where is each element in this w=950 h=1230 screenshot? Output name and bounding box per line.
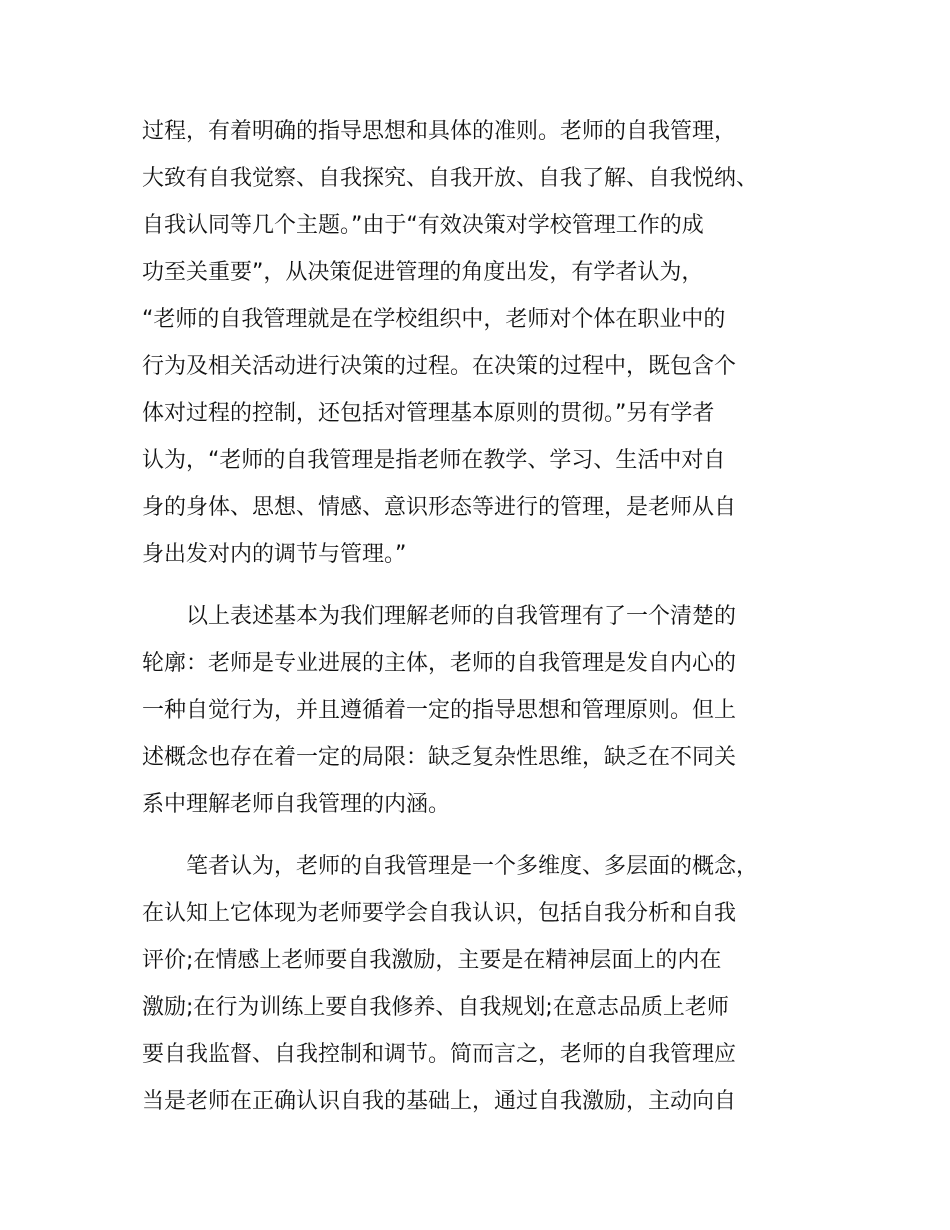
- text-line: 评价;在情感上老师要自我激励，主要是在精神层面上的内在: [142, 948, 722, 973]
- text-line: 轮廓：老师是专业进展的主体，老师的自我管理是发自内心的: [142, 651, 737, 676]
- text-line: 要自我监督、自我控制和调节。简而言之，老师的自我管理应: [142, 1042, 737, 1067]
- paragraph-2: [142, 593, 832, 828]
- text-line: 认为，“老师的自我管理是指老师在教学、学习、生活中对自: [142, 448, 726, 473]
- text-line: 体对过程的控制，还包括对管理基本原则的贯彻。”另有学者: [142, 401, 715, 426]
- paragraph-1: [142, 108, 832, 578]
- paragraph-3: [142, 843, 832, 1125]
- text-line: 笔者认为，老师的自我管理是一个多维度、多层面的概念，: [186, 854, 759, 879]
- text-line: 大致有自我觉察、自我探究、自我开放、自我了解、自我悦纳、: [142, 166, 759, 191]
- text-line: 过程，有着明确的指导思想和具体的准则。老师的自我管理，: [142, 119, 737, 144]
- document-body: [142, 108, 832, 1125]
- text-line: 功至关重要”，从决策促进管理的角度出发，有学者认为，: [142, 260, 704, 285]
- text-line: 身的身体、思想、情感、意识形态等进行的管理，是老师从自: [142, 495, 737, 520]
- text-line: 身出发对内的调节与管理。”: [142, 542, 407, 567]
- text-line: 当是老师在正确认识自我的基础上，通过自我激励，主动向自: [142, 1089, 737, 1114]
- text-line: 自我认同等几个主题。”由于“有效决策对学校管理工作的成: [142, 213, 704, 238]
- text-line: 以上表述基本为我们理解老师的自我管理有了一个清楚的: [186, 604, 737, 629]
- text-line: 述概念也存在着一定的局限：缺乏复杂性思维，缺乏在不同关: [142, 745, 737, 770]
- text-line: 一种自觉行为，并且遵循着一定的指导思想和管理原则。但上: [142, 698, 737, 723]
- text-line: 行为及相关活动进行决策的过程。在决策的过程中，既包含个: [142, 354, 737, 379]
- text-line: “老师的自我管理就是在学校组织中，老师对个体在职业中的: [142, 307, 726, 332]
- text-line: 激励;在行为训练上要自我修养、自我规划;在意志品质上老师: [142, 995, 729, 1020]
- text-line: 在认知上它体现为老师要学会自我认识，包括自我分析和自我: [142, 901, 737, 926]
- text-line: 系中理解老师自我管理的内涵。: [142, 792, 451, 817]
